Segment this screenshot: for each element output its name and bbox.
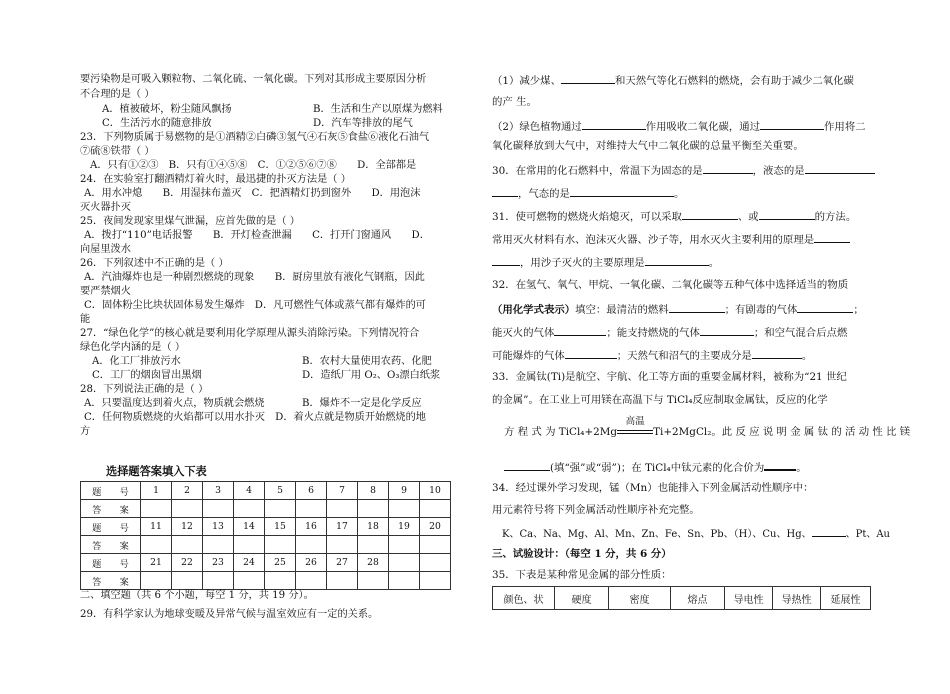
question-number-cell: 27 [327, 554, 358, 572]
q28-options-cd: C．任何物质燃烧的火焰都可以用水扑灭 D．着火点就是物质开始燃烧的地 [84, 412, 426, 423]
answer-cell[interactable] [141, 572, 172, 590]
question-number-cell: 7 [327, 482, 358, 500]
blank-q29-2[interactable] [582, 119, 646, 130]
question-number-cell: 1 [141, 482, 172, 500]
property-header: 硬度 [555, 587, 609, 610]
answer-cell[interactable] [420, 536, 451, 554]
q24-options: A．用水冲熄 B．用湿抹布盖灭 C．把酒精灯扔到窗外 D．用泡沫 [84, 188, 421, 199]
row-header: 答 案 [81, 572, 141, 590]
reaction-condition: 高温 [617, 426, 653, 439]
answer-cell[interactable] [141, 536, 172, 554]
question-number-cell: 17 [327, 518, 358, 536]
q34-line1: 34．经过课外学习发现，锰（Mn）也能排入下列金属活动性顺序中： [492, 482, 814, 494]
question-number-cell: 5 [265, 482, 296, 500]
blank-q29-3[interactable] [760, 119, 824, 130]
q23-stem-line1: 23．下列物质属于易燃物的是①酒精②白磷③氢气④石灰⑤食盐⑥液化石油气 [80, 132, 430, 143]
question-number-cell: 23 [203, 554, 234, 572]
q24-options-cont: 灭火器扑灭 [80, 202, 131, 213]
answer-row [81, 572, 451, 590]
blank-q29-1[interactable] [561, 73, 615, 84]
answer-cell[interactable] [420, 500, 451, 518]
question-number-cell: 21 [141, 554, 172, 572]
property-header: 熔点 [671, 587, 725, 610]
question-number-cell: 6 [296, 482, 327, 500]
question-number-cell: 14 [234, 518, 265, 536]
answer-cell[interactable] [234, 500, 265, 518]
blank-q32-toxic[interactable] [797, 302, 853, 313]
question-number-cell: 20 [420, 518, 451, 536]
question-number-cell: 13 [203, 518, 234, 536]
q22-option-c: C．生活污水的随意排放 [102, 118, 212, 129]
answer-cell[interactable] [296, 500, 327, 518]
answer-cell[interactable] [172, 572, 203, 590]
q26-stem: 26．下列叙述中不正确的是（ ） [80, 258, 229, 269]
answer-cell[interactable] [172, 536, 203, 554]
question-number-cell [389, 554, 420, 572]
answer-cell[interactable] [327, 536, 358, 554]
q22-option-b: B．生活和生产以原煤为燃料 [313, 104, 443, 115]
row-header: 题 号 [81, 482, 141, 500]
answer-cell[interactable] [358, 536, 389, 554]
blank-q31-sand[interactable] [645, 255, 709, 266]
blank-q33-valence[interactable] [764, 459, 796, 471]
q29-part1-cont: 的产 生。 [492, 96, 537, 108]
q31-line2: 常用灭火材料有水、泡沫灭火器、沙子等，用水灭火主要利用的原理是 [492, 232, 850, 247]
q25-options-cont: 向屋里泼水 [80, 244, 131, 255]
answer-cell[interactable] [389, 572, 420, 590]
blank-q32-fuel[interactable] [669, 302, 725, 313]
property-header: 颜色、状 [493, 587, 555, 610]
q34-line2: 用元素符号将下列金属活动性顺序补充完整。 [492, 504, 700, 516]
question-number-cell: 24 [234, 554, 265, 572]
q22-option-a: A．植被破坏，粉尘随风飘扬 [102, 104, 232, 115]
row-header: 答 案 [81, 536, 141, 554]
question-number-cell: 25 [265, 554, 296, 572]
question-number-cell: 18 [358, 518, 389, 536]
question-number-cell: 22 [172, 554, 203, 572]
blank-q31-2[interactable] [759, 209, 815, 220]
q33-line2: 的金属”。在工业上可用镁在高温下与 TiCl₄反应制取金属钛，反应的化学 [492, 394, 828, 406]
question-number-row [81, 482, 451, 500]
row-header: 题 号 [81, 518, 141, 536]
q27-stem-line1: 27．“绿色化学”的核心就是要利用化学原理从源头消除污染。下列情况符合 [80, 328, 420, 339]
answer-cell[interactable] [172, 500, 203, 518]
q33-line4: (填“强”或“弱”)；在 TiCl₄中钛元素的化合价为 。 [504, 459, 807, 475]
q28-option-b: B．爆炸不一定是化学反应 [302, 398, 422, 409]
q26-options-ab-cont: 要严禁烟火 [80, 286, 131, 297]
answer-row [81, 500, 451, 518]
blank-q31-water[interactable] [814, 232, 850, 243]
q32-line2: （用化学式表示）填空：最清洁的燃料 ；有剧毒的气体 ； [492, 304, 864, 316]
q24-stem: 24．在实验室打翻酒精灯着火时，最迅捷的扑灭方法是（ ） [80, 174, 351, 185]
q31-line3: ，用沙子灭火的主要原理是 。 [492, 255, 719, 270]
equals-sign-icon [617, 430, 653, 434]
answer-cell[interactable] [358, 500, 389, 518]
q26-options-ab: A．汽油爆炸也是一种剧烈燃烧的现象 B．厨房里放有液化气钢瓶，因此 [84, 272, 425, 283]
blank-q30-liquid[interactable] [805, 163, 875, 174]
section-3-heading: 三、试验设计：（每空 1 分，共 6 分） [492, 548, 672, 560]
answer-cell[interactable] [327, 500, 358, 518]
answer-cell[interactable] [234, 572, 265, 590]
answer-cell[interactable] [358, 572, 389, 590]
blank-q32-extinguish[interactable] [554, 325, 606, 336]
question-number-cell: 10 [420, 482, 451, 500]
q22-stem-line2: 不合理的是（ ） [80, 89, 155, 100]
blank-q32-methane[interactable] [752, 348, 802, 359]
answer-table [80, 481, 451, 590]
answer-cell[interactable] [203, 536, 234, 554]
question-number-cell: 4 [234, 482, 265, 500]
answer-cell[interactable] [420, 572, 451, 590]
q27-option-d: D．造纸厂用 O₂、O₃漂白纸浆 [302, 370, 441, 381]
q25-options: A．拨打“110”电话报警 B．开灯检查泄漏 C．打开门窗通风 D． [84, 230, 430, 241]
q29-part2-cont: 氧化碳释放到大气中，对维持大气中二氧化碳的总量平衡至关重要。 [492, 140, 804, 152]
question-number-cell: 9 [389, 482, 420, 500]
q25-stem: 25．夜间发现家里煤气泄漏，应首先做的是（ ） [80, 216, 300, 227]
answer-cell[interactable] [296, 536, 327, 554]
blank-q30-solid[interactable] [703, 163, 753, 174]
answer-cell[interactable] [296, 572, 327, 590]
q34-series: K、Ca、Na、Mg、Al、Mn、Zn、Fe、Sn、Pb、（H）、Cu、Hg、 、Pt、Au [502, 526, 890, 541]
q26-options-cd-cont: 能 [80, 314, 91, 325]
q32-line1: 32．在氢气、氧气、甲烷、一氧化碳、二氧化碳等五种气体中选择适当的物质 [492, 279, 849, 291]
question-number-cell: 26 [296, 554, 327, 572]
blank-q32-support[interactable] [700, 325, 754, 336]
answer-cell[interactable] [265, 572, 296, 590]
answer-cell[interactable] [203, 500, 234, 518]
q27-option-c: C．工厂的烟囱冒出黑烟 [92, 370, 202, 381]
row-header: 答 案 [81, 500, 141, 518]
answer-cell[interactable] [141, 500, 172, 518]
q22-stem-line1: 要污染物是可吸入颗粒物、二氧化硫、一氧化碳。下列对其形成主要原因分析 [80, 74, 427, 85]
answer-row [81, 536, 451, 554]
property-header: 密度 [609, 587, 671, 610]
answer-cell[interactable] [389, 536, 420, 554]
q29-part2: （2）绿色植物通过 作用吸收二氧化碳，通过 作用将二 [492, 121, 866, 133]
question-number-cell: 11 [141, 518, 172, 536]
answer-cell[interactable] [265, 500, 296, 518]
q28-options-cd-cont: 方 [80, 426, 91, 437]
q22-option-d: D．汽车等排放的尾气 [313, 118, 413, 129]
question-number-cell: 28 [358, 554, 389, 572]
question-number-cell: 8 [358, 482, 389, 500]
q23-options: A．只有①②③ B．只有①④⑤⑧ C．①②⑤⑥⑦⑧ D．全部都是 [90, 160, 417, 171]
q30-line1: 30．在常用的化石燃料中，常温下为固态的是 ，液态的是 [492, 163, 875, 178]
row-header: 题 号 [81, 554, 141, 572]
properties-header-row [493, 587, 871, 610]
question-number-cell: 12 [172, 518, 203, 536]
q32-line3: 能灭火的气体 ；能支持燃烧的气体 ；和空气混合后点燃 [492, 327, 848, 339]
question-number-row [81, 554, 451, 572]
q27-option-a: A．化工厂排放污水 [92, 356, 181, 367]
q31-line1: 31．使可燃物的燃烧火焰熄灭，可以采取 、或 的方法。 [492, 211, 857, 223]
question-number-cell: 3 [203, 482, 234, 500]
question-number-cell [420, 554, 451, 572]
q26-options-cd: C．固体粉尘比块状固体易发生爆炸 D．凡可燃性气体或蒸气都有爆炸的可 [84, 300, 426, 311]
q32-line4: 可能爆炸的气体 ；天然气和沼气的主要成分是 。 [492, 350, 813, 362]
question-number-cell: 2 [172, 482, 203, 500]
answer-cell[interactable] [327, 572, 358, 590]
answer-cell[interactable] [389, 500, 420, 518]
q27-stem-line2: 绿色化学内涵的是（ ） [80, 342, 186, 353]
property-header: 导热性 [773, 587, 821, 610]
answer-cell[interactable] [203, 572, 234, 590]
blank-q34-metal[interactable] [812, 526, 846, 537]
property-header: 导电性 [725, 587, 773, 610]
q29-part1: （1）减少煤、 和天然气等化石燃料的燃烧，会有助于减少二氧化碳 [492, 75, 854, 87]
q29-stem: 29．有科学家认为地球变暖及异常气候与温室效应有一定的关系。 [80, 609, 379, 620]
metal-properties-table [492, 586, 871, 610]
q23-stem-line2: ⑦硫⑧铁带（ ） [80, 146, 155, 157]
q33-line1: 33．金属钛(Ti)是航空、宇航、化工等方面的重要金属材料，被称为“21 世纪 [492, 371, 847, 383]
property-header: 延展性 [821, 587, 871, 610]
q33-line3: 方 程 式 为 TiCl₄+2Mg 高温 Ti+2MgCl₂。此 反 应 说 明 金 属 钛 的 活 动 性 比 镁 [504, 416, 911, 438]
answer-table-title: 选择题答案填入下表 [106, 464, 207, 478]
blank-q30-gas[interactable] [570, 186, 674, 197]
question-number-cell: 16 [296, 518, 327, 536]
q28-stem: 28．下列说法正确的是（ ） [80, 384, 209, 395]
question-number-row [81, 518, 451, 536]
blank-q33-activity[interactable] [504, 460, 550, 471]
question-number-cell: 19 [389, 518, 420, 536]
answer-cell[interactable] [234, 536, 265, 554]
blank-q31-1[interactable] [682, 209, 738, 220]
q35-stem: 35．下表是某种常见金属的部分性质： [492, 569, 672, 581]
answer-cell[interactable] [265, 536, 296, 554]
section-2-heading: 二、填空题（共 6 个小题，每空 1 分，共 19 分）。 [80, 590, 314, 601]
q30-line2: ，气态的是 。 [492, 186, 684, 201]
question-number-cell: 15 [265, 518, 296, 536]
q28-option-a: A．只要温度达到着火点，物质就会燃烧 [84, 398, 265, 409]
q27-option-b: B．农村大量使用农药、化肥 [302, 356, 432, 367]
blank-q32-explosive[interactable] [565, 348, 617, 359]
